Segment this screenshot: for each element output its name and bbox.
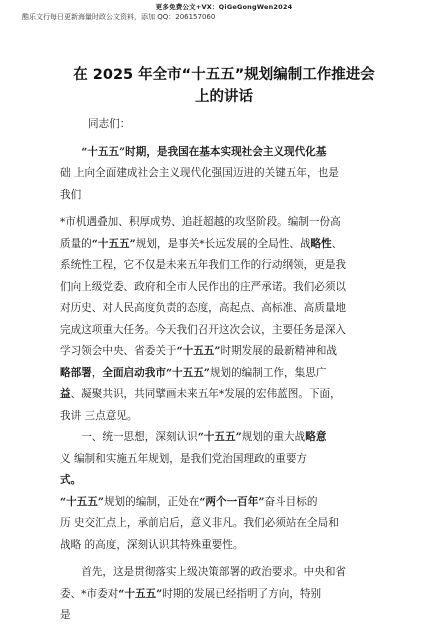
document-body (60, 114, 390, 627)
title-line-2: 上的讲话 (195, 89, 253, 105)
p2-line-3: 系统性工程，它不仅是未来五年我们工作的行动纲领，更是我 (60, 259, 347, 271)
document-title (20, 64, 428, 108)
p2-line-10: 我讲 三点意见。 (60, 409, 138, 422)
title-line-1: 在 2025 年全市“十五五”规划编制工作推进会 (73, 67, 375, 83)
s1-line-1: 一、统一思想，深刻认识“十五五”规划的重大战略意 (81, 431, 327, 443)
p3-line-2: 历 史交汇点上，承前启后，意义非凡。我们必须站在全局和 (60, 517, 339, 529)
p2-line-8: 略部署，全面启动我市“十五五”规划的编制工作，集思广 (60, 366, 327, 379)
p2-line-9: 益、凝聚共识，共同擘画未来五年*发展的宏伟蓝图。下面， (60, 388, 341, 400)
s1-line-2: 义 编制和实施五年规划，是我们党治国理政的重要方 (60, 452, 308, 465)
paragraph-4 (60, 562, 390, 627)
header-sub-line: 酷乐文行每日更新海量时政公文资料，添加 QQ：206157060 (22, 13, 216, 21)
p1-line-1: “十五五”时期，是我国在基本实现社会主义现代化基 (81, 145, 327, 158)
paragraph-3 (60, 492, 390, 557)
p2-line-4: 们向上级党委、政府和全市人民作出的庄严承诺。我们必须以 (60, 280, 347, 293)
p2-line-6: 完成这项重大任务。今天我们召开这次会议，主要任务是深入 (60, 323, 347, 336)
paragraph-2 (60, 212, 390, 427)
p4-line-1: 首先，这是贯彻落实上级决策部署的政治要求。中央和省 (81, 566, 347, 578)
header-promo-line: 更多免费公文+VX：QiGeGongWen2024 (155, 3, 293, 11)
p4-line-3: 是 (60, 609, 71, 621)
p4-line-2: 委、*市委对“十五五”时期的发展已经指明了方向，特别 (60, 587, 322, 600)
salutation: 同志们： (88, 118, 131, 130)
p2-line-5: 对历史、对人民高度负责的态度，高起点、高标准、高质量地 (60, 302, 347, 314)
p1-line-2: 础 上向全面建成社会主义现代化强国迈进的关键五年，也是 (60, 167, 339, 179)
p2-line-2: 质量的“十五五”规划，是事关*长远发展的全局性、战略性、 (60, 237, 343, 250)
paragraph-1 (60, 142, 390, 207)
p3-line-3: 战略 的高度，深刻认识其特殊重要性。 (60, 538, 244, 551)
section-1-heading (60, 427, 390, 492)
p1-line-3: 我们 (60, 188, 82, 201)
p3-line-1: “十五五”规划的编制，正处在“两个一百年”奋斗目标的 (60, 495, 318, 508)
p2-line-7: 学习领会中央、省委关于“十五五”时期发展的最新精神和战 (60, 345, 338, 357)
s1-line-3: 式。 (60, 474, 82, 486)
p2-line-1: *市机遇叠加、积厚成势、追赶超越的攻坚阶段。编制一份高 (60, 216, 341, 228)
